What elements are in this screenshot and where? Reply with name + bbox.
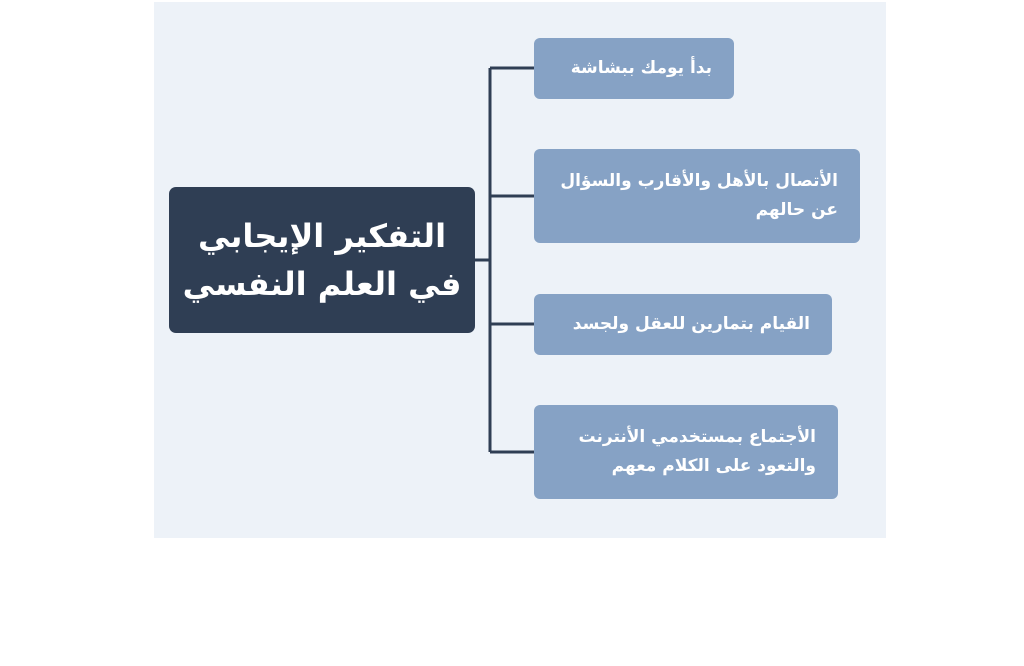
branch-label-2: الأتصال بالأهل والأقارب والسؤال عن حالهم [560,171,838,220]
branch-label-1: بدأ يومك ببشاشة [570,58,712,78]
root-label-line-2: في العلم النفسي [182,265,462,303]
branch-label-4: الأجتماع بمستخدمي الأنترنت والتعود على الكلام معهم [578,427,816,476]
root-label [183,212,462,308]
branch-node-4 [534,405,838,499]
root-label-line-1: التفكير الإيجابي [197,217,447,255]
branch-node-3 [534,294,832,355]
branch-label-3: القيام بتمارين للعقل ولجسد [572,314,810,334]
root-node [169,187,475,333]
branch-node-2 [534,149,860,243]
branch-node-1 [534,38,734,99]
